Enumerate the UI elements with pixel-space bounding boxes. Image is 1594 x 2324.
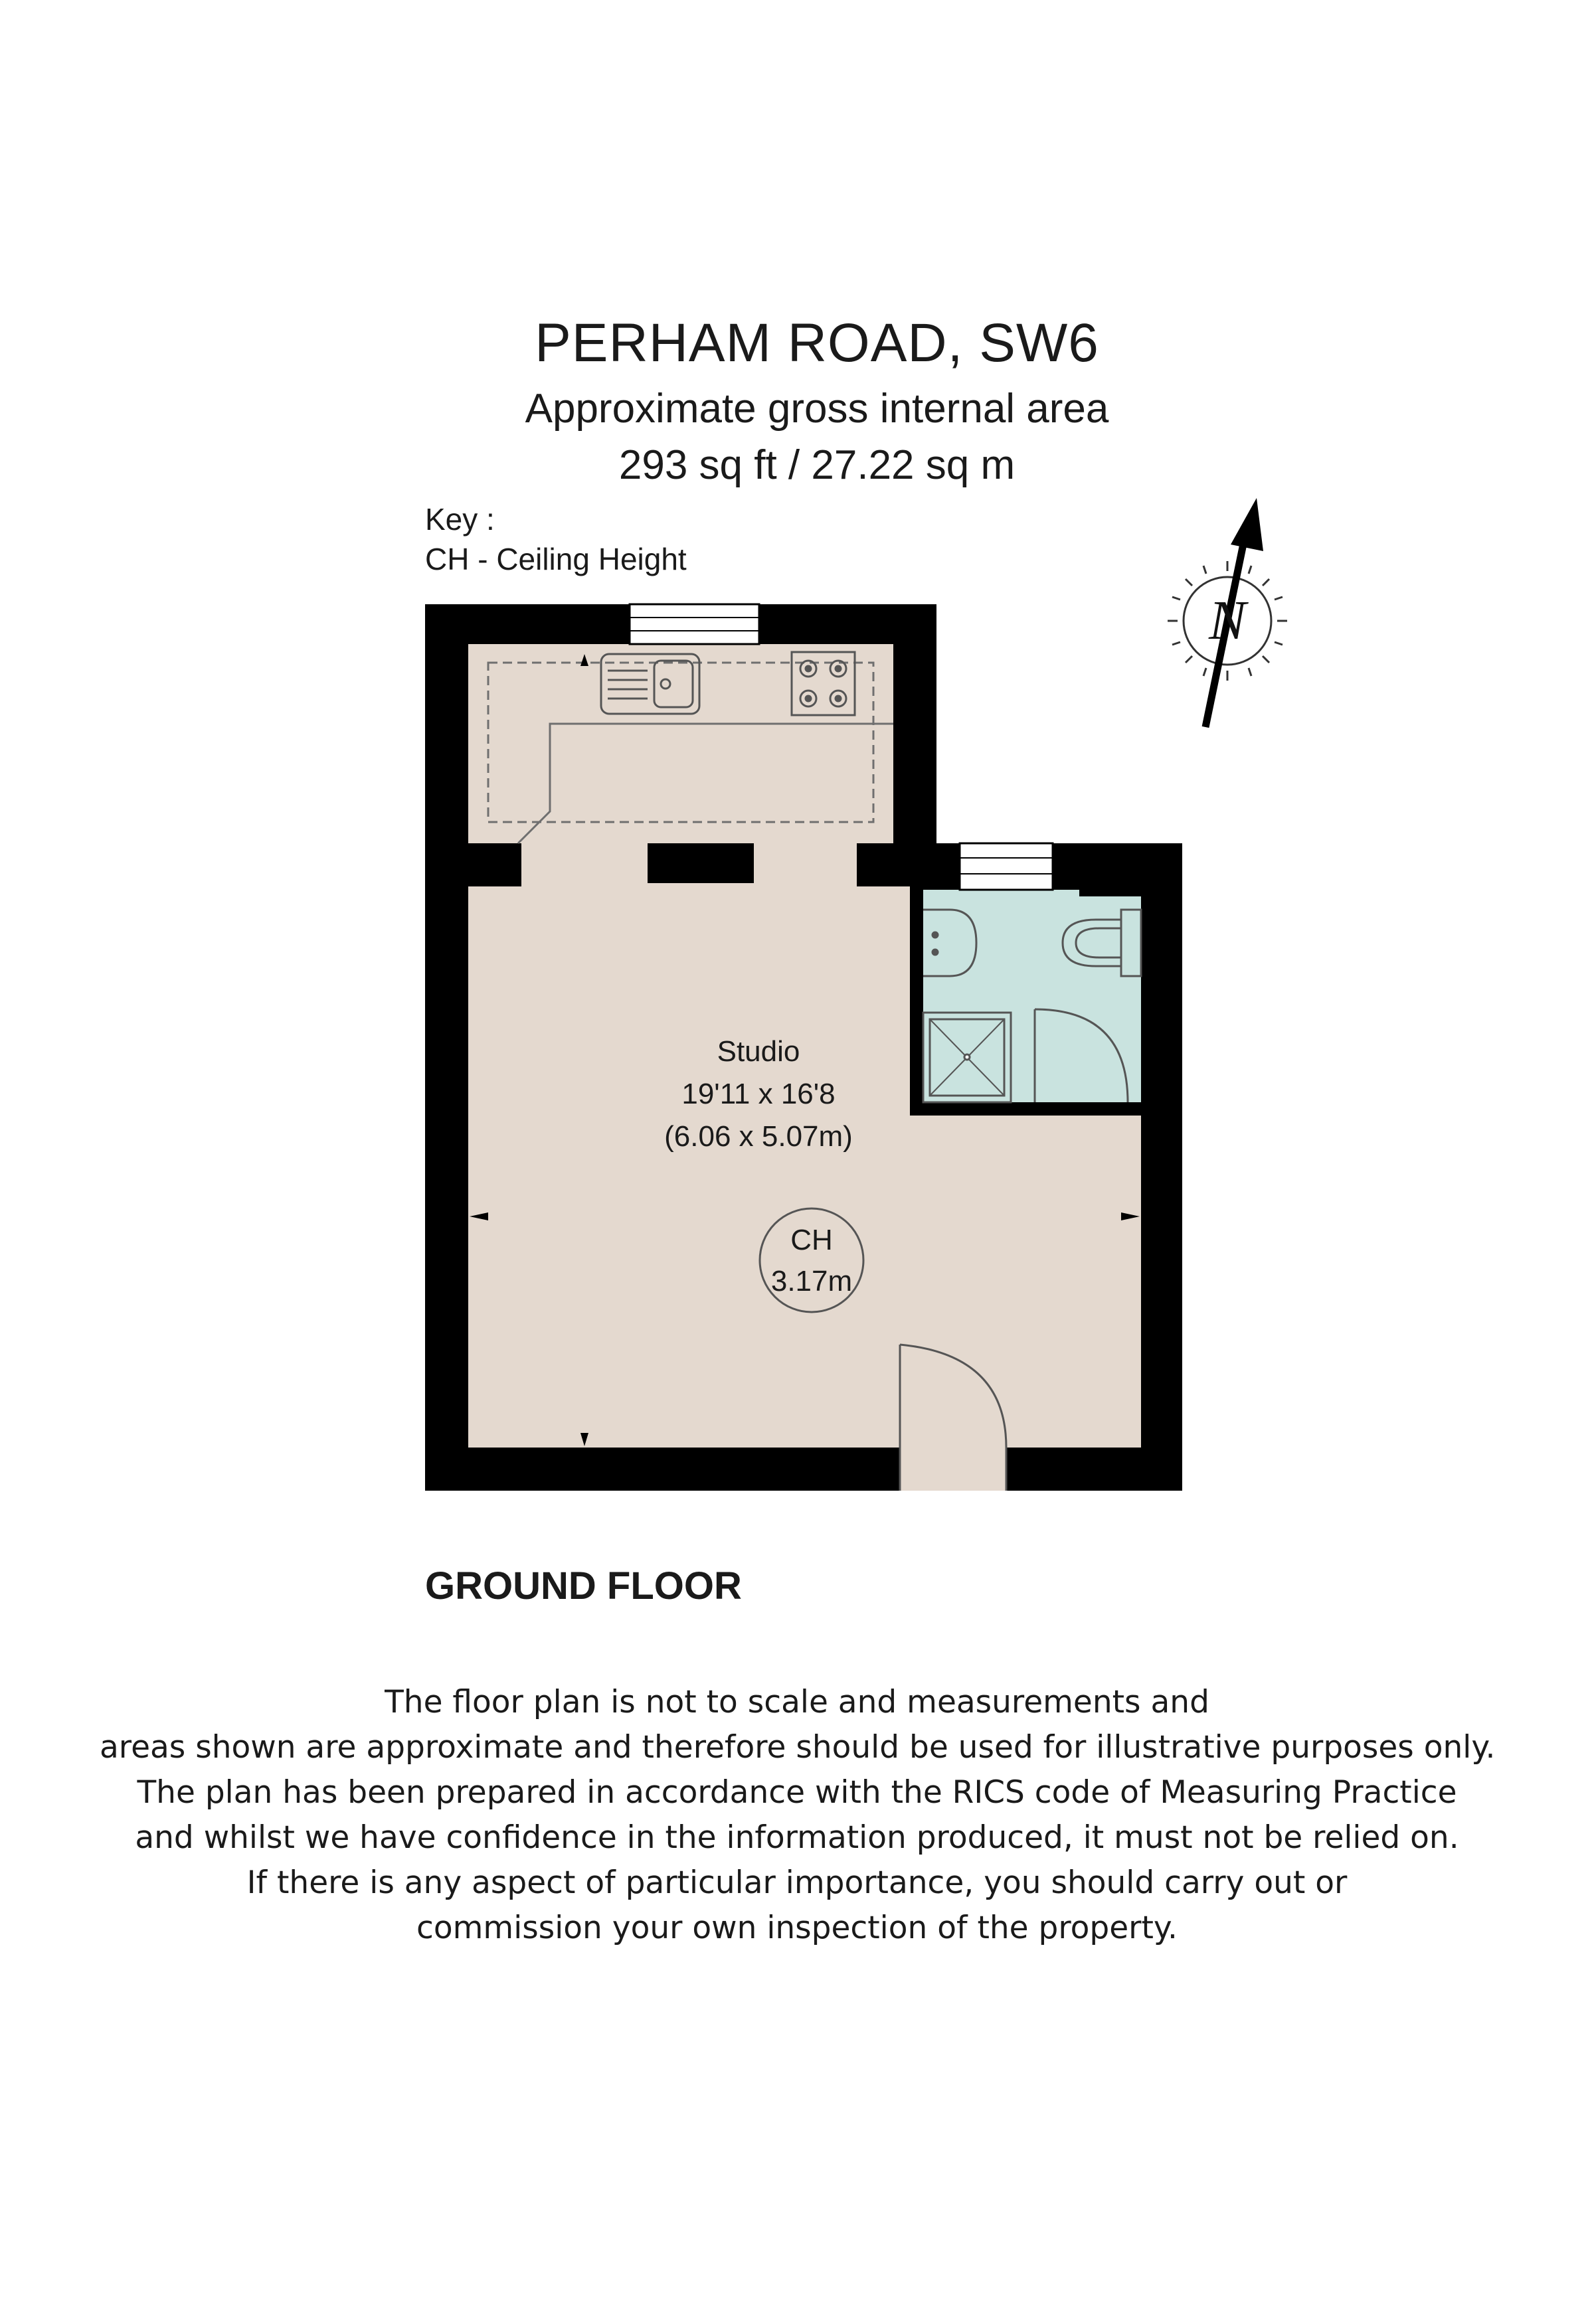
bathroom-floor [923,890,1141,1102]
disclaimer-line: If there is any aspect of particular importance, you should carry out or [246,1865,1348,1901]
floor-label: GROUND FLOOR [425,1564,742,1608]
entrance-opening [900,1448,1006,1491]
disclaimer-line: commission your own inspection of the property. [416,1910,1178,1946]
page-title: PERHAM ROAD, SW6 [535,313,1099,373]
disclaimer-line: areas shown are approximate and therefore should be used for illustrative purposes only. [100,1729,1496,1766]
bathroom-window [960,843,1053,890]
area-subtitle: Approximate gross internal area [525,386,1109,432]
key-item-ceiling-height: CH - Ceiling Height [425,542,687,576]
room-dimensions-metric: (6.06 x 5.07m) [664,1120,853,1153]
north-arrow-icon [1231,498,1263,551]
room-name-studio: Studio [717,1035,800,1068]
disclaimer [100,1680,1494,1951]
ceiling-height-value: 3.17m [770,1265,853,1297]
wall-pier-left [468,843,521,886]
bathroom-wall-step [1079,876,1141,896]
kitchen-window [630,604,759,644]
chimney-breast [648,843,754,883]
room-dimensions-imperial: 19'11 x 16'8 [681,1078,836,1110]
area-value: 293 sq ft / 27.22 sq m [618,442,1016,488]
ceiling-height-label: CH [790,1224,833,1256]
compass-label: N [1208,590,1247,651]
disclaimer-line: The floor plan is not to scale and measurements and [385,1684,1209,1720]
key-title: Key : [425,502,495,537]
disclaimer-line: and whilst we have confidence in the information produced, it must not be relied on. [135,1819,1459,1856]
disclaimer-line: The plan has been prepared in accordance with the RICS code of Measuring Practice [137,1774,1457,1811]
wall-pier-right [857,843,910,886]
